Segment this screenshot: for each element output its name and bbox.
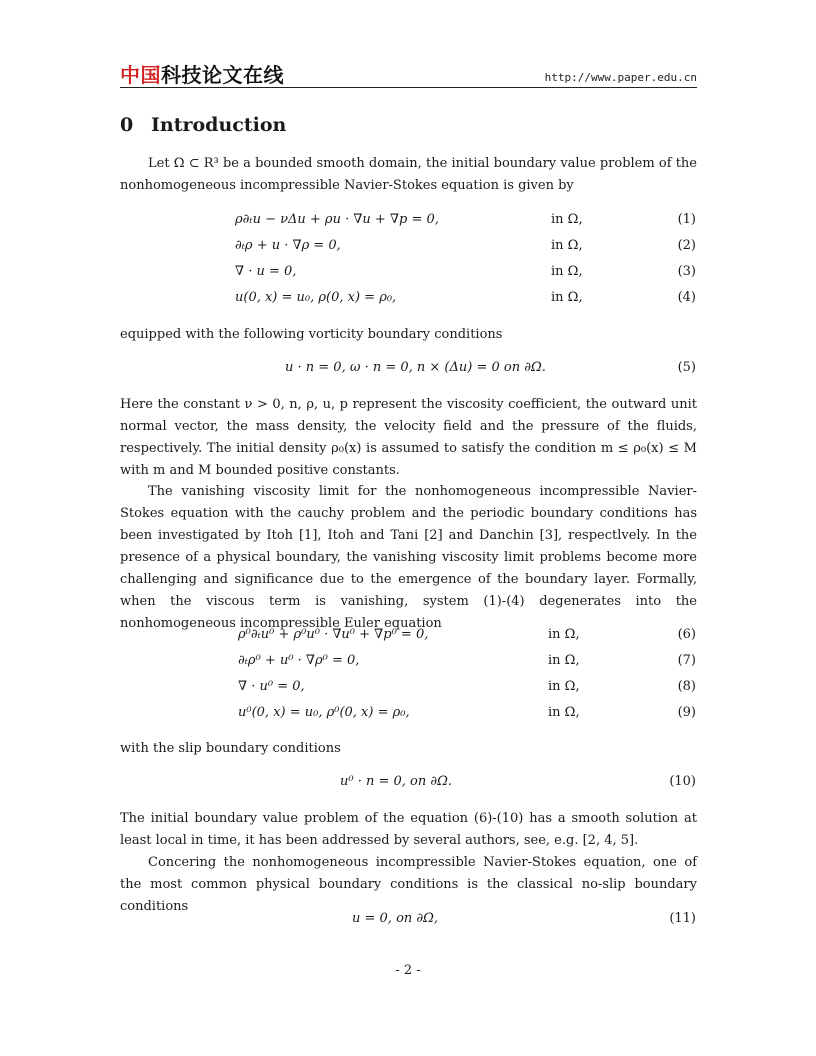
equation-8: ∇ · u⁰ = 0,	[238, 679, 305, 694]
header-rule	[120, 87, 697, 88]
equation-5-number: (5)	[677, 360, 696, 375]
equation-7-number: (7)	[677, 653, 696, 668]
equation-2: ∂ₜρ + u · ∇ρ = 0,	[235, 238, 341, 253]
site-logo	[120, 62, 284, 88]
equation-2-number: (2)	[677, 238, 696, 253]
equation-7-domain: in Ω,	[548, 653, 580, 668]
page-number: - 2 -	[395, 963, 421, 978]
equation-1-domain: in Ω,	[551, 212, 583, 227]
equation-9-domain: in Ω,	[548, 705, 580, 720]
equation-9: u⁰(0, x) = u₀, ρ⁰(0, x) = ρ₀,	[238, 705, 410, 720]
paragraph-3: Here the constant ν > 0, n, ρ, u, p represent the viscosity coefficient, the outward unit normal vector, the mass density, the velocity field and the pressure of the fluids, respectively. The initial density ρ₀(x) is assumed to satisfy the condition m ≤ ρ₀(x) ≤ M with m and M bounded positive constants.	[120, 397, 697, 478]
page-header	[120, 62, 697, 88]
equation-4-domain: in Ω,	[551, 290, 583, 305]
paragraph-5: with the slip boundary conditions	[120, 741, 341, 756]
section-title: Introduction	[151, 114, 287, 136]
equation-7: ∂ₜρ⁰ + u⁰ · ∇ρ⁰ = 0,	[238, 653, 360, 668]
equation-10-number: (10)	[669, 774, 696, 789]
equation-10: u⁰ · n = 0, on ∂Ω.	[340, 774, 453, 789]
equation-11: u = 0, on ∂Ω,	[352, 911, 439, 926]
section-number: 0	[120, 114, 134, 136]
equation-4-number: (4)	[677, 290, 696, 305]
equation-3-number: (3)	[677, 264, 696, 279]
equation-2-domain: in Ω,	[551, 238, 583, 253]
paragraph-6: The initial boundary value problem of the equation (6)-(10) has a smooth solution at least local in time, it has been addressed by several authors, see, e.g. [2, 4, 5].	[120, 811, 697, 848]
logo-red-text: 中国	[120, 63, 161, 87]
equation-1-number: (1)	[677, 212, 696, 227]
paragraph-7: Concering the nonhomogeneous incompressible Navier-Stokes equation, one of the most common physical boundary conditions is the classical no-slip boundary conditions	[120, 855, 697, 914]
paragraph-1: Let Ω ⊂ R³ be a bounded smooth domain, the initial boundary value problem of the nonhomogeneous incompressible Navier-Stokes equation is given by	[120, 156, 697, 193]
equation-4: u(0, x) = u₀, ρ(0, x) = ρ₀,	[235, 290, 397, 305]
section-heading	[120, 114, 286, 136]
equation-6: ρ⁰∂ₜu⁰ + ρ⁰u⁰ · ∇u⁰ + ∇p⁰ = 0,	[238, 627, 429, 642]
equation-9-number: (9)	[677, 705, 696, 720]
equation-8-number: (8)	[677, 679, 696, 694]
paragraph-2: equipped with the following vorticity boundary conditions	[120, 327, 503, 342]
equation-11-number: (11)	[669, 911, 696, 926]
paragraph-4: The vanishing viscosity limit for the nonhomogeneous incompressible Navier-Stokes equation with the cauchy problem and the periodic boundary conditions has been investigated by Itoh [1], Itoh and Tani [2] and Danchin [3], respectlvely. In the presence of a physical boundary, the vanishing viscosity limit problems become more challenging and significance due to the emergence of the boundary layer. Formally, when the viscous term is vanishing, system (1)-(4) degenerates into the nonhomogeneous incompressible Euler equation	[120, 484, 697, 631]
equation-3: ∇ · u = 0,	[235, 264, 297, 279]
header-url[interactable]: http://www.paper.edu.cn	[544, 71, 697, 84]
equation-5: u · n = 0, ω · n = 0, n × (Δu) = 0 on ∂Ω.	[285, 360, 546, 375]
equation-8-domain: in Ω,	[548, 679, 580, 694]
equation-1: ρ∂ₜu − νΔu + ρu · ∇u + ∇p = 0,	[235, 212, 439, 227]
equation-3-domain: in Ω,	[551, 264, 583, 279]
equation-6-domain: in Ω,	[548, 627, 580, 642]
logo-black-text: 科技论文在线	[161, 63, 284, 87]
equation-6-number: (6)	[677, 627, 696, 642]
